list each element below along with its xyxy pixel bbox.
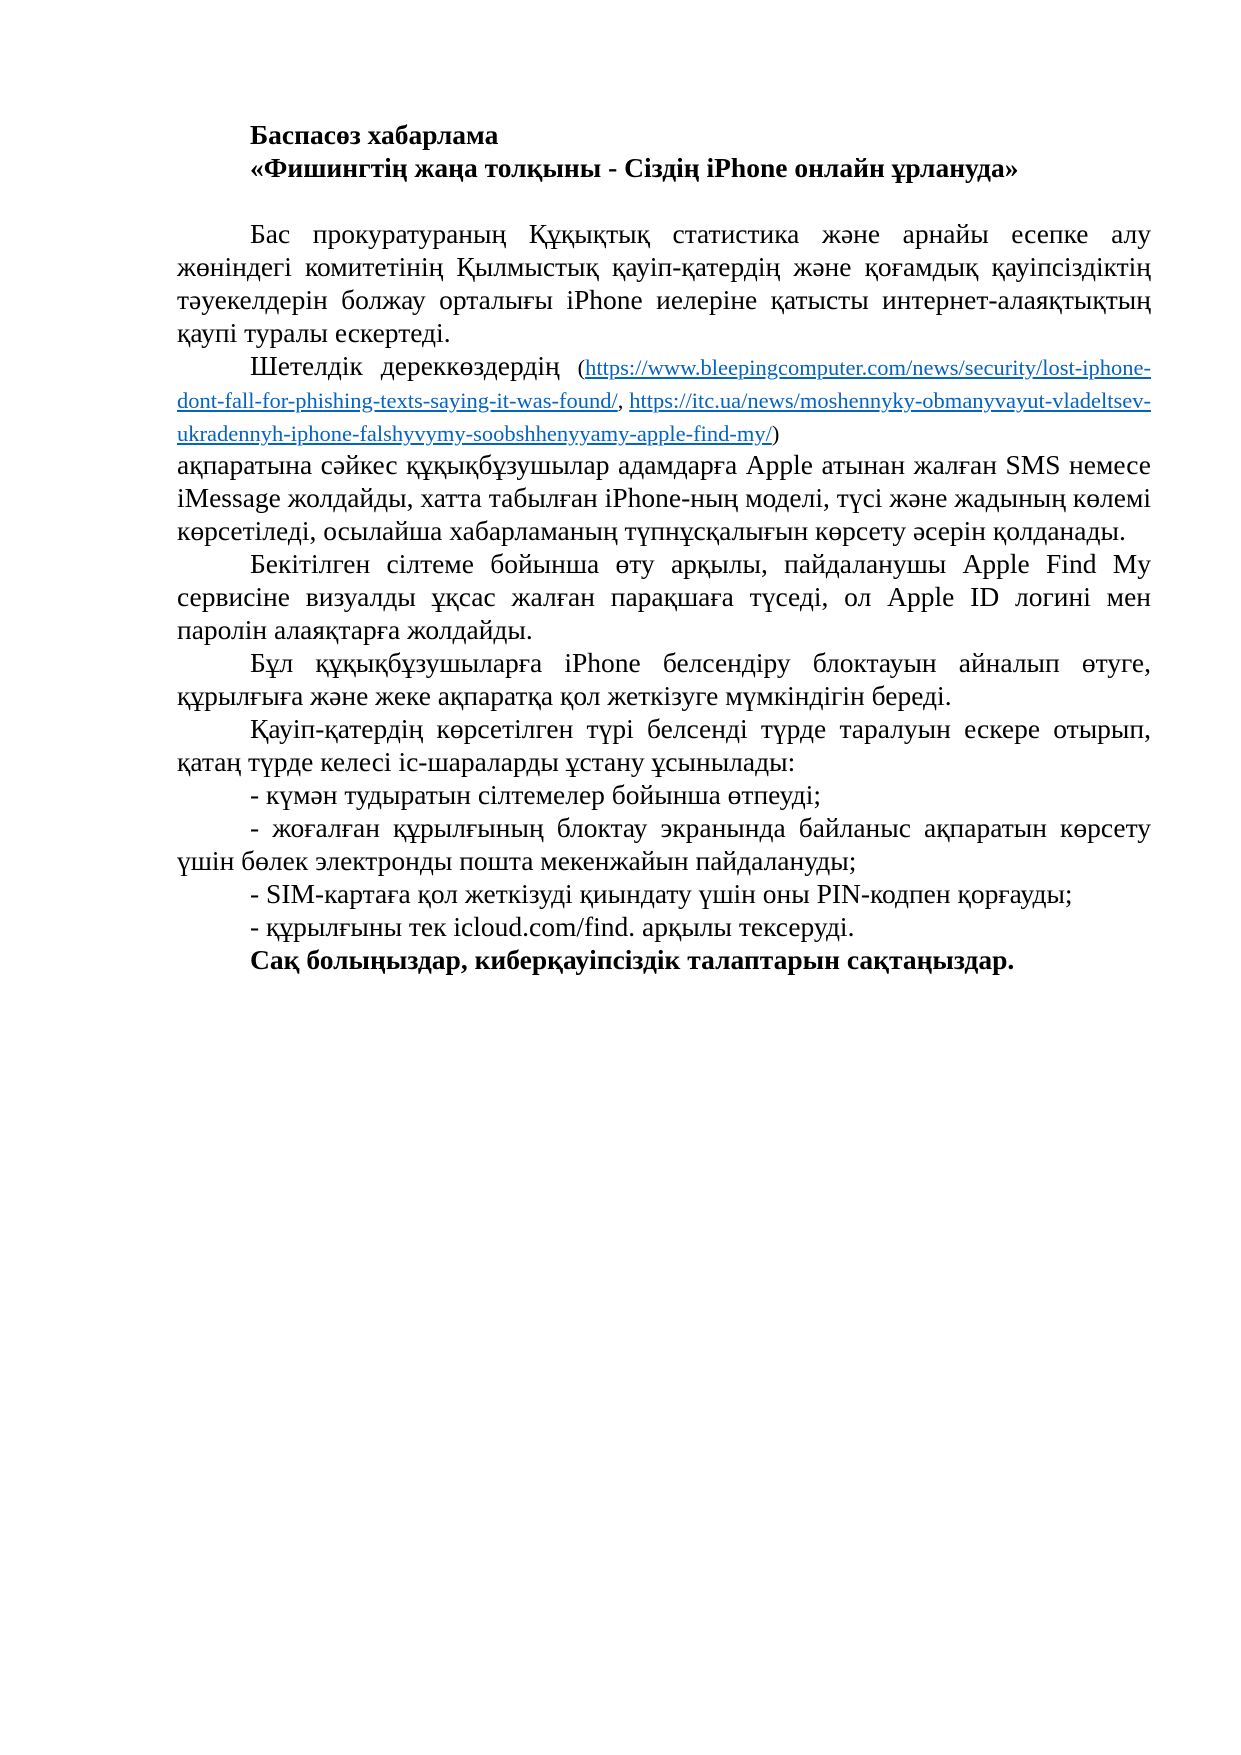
- paragraph-consequence: Бұл құқықбұзушыларға iPhone белсендіру блоктауын айналып өтуге, құрылғыға және жеке ақпаратқа қол жеткізуге мүмкіндігін береді.: [177, 647, 1151, 711]
- paragraph-sources-continued: ақпаратына сәйкес құқықбұзушылар адамдарға Apple атынан жалған SMS немесе iMessage жолдайды, хатта табылған iPhone-ның моделі, түсі және жадының көлемі көрсетіледі, осылайша хабарламаның түпнұсқалығын көрсету әсерін қолданады.: [177, 449, 1151, 546]
- list-item: - құрылғыны тек icloud.com/find. арқылы тексеруді.: [250, 911, 855, 942]
- open-paren: (: [577, 355, 586, 380]
- document-title: «Фишингтің жаңа толқыны - Сіздің iPhone онлайн ұрлануда»: [250, 152, 1019, 183]
- sources-lead-text: Шетелдік дереккөздердің: [250, 350, 560, 381]
- closing-warning: Сақ болыңыздар, киберқауіпсіздік талаптарын сақтаңыздар.: [250, 944, 1015, 975]
- paragraph-fake-page: Бекітілген сілтеме бойынша өту арқылы, пайдаланушы Apple Find My сервисіне визуалды ұқсас жалған парақшаға түседі, ол Apple ID логині мен паролін алаяқтарға жолдайды.: [177, 548, 1151, 645]
- paragraph-sources: [177, 349, 1151, 448]
- list-item: - күмән тудыратын сілтемелер бойынша өтпеуді;: [250, 779, 821, 810]
- document-body: [177, 118, 1151, 976]
- list-item: - SIM-картаға қол жеткізуді қиындату үшін оны PIN-кодпен қорғауды;: [250, 878, 1073, 909]
- spacer: [177, 184, 1151, 217]
- document-type-heading: Баспасөз хабарлама: [250, 119, 499, 150]
- paragraph-recommendations: Қауіп-қатердің көрсетілген түрі белсенді түрде таралуын ескере отырып, қатаң түрде келесі іс-шараларды ұстану ұсынылады:: [177, 713, 1151, 777]
- list-item: - жоғалған құрылғының блоктау экранында байланыс ақпаратын көрсету үшін бөлек электронды пошта мекенжайын пайдалануды;: [177, 812, 1151, 876]
- source-link-bleepingcomputer[interactable]: https://www.bleepingcomputer.com/news/security/lost-iphone-dont-fall-for-phishing-texts-saying-it-was-found/: [177, 355, 1152, 413]
- source-link-itc[interactable]: https://itc.ua/news/moshennyky-obmanyvayut-vladeltsev-ukradennyh-iphone-falshyvymy-soobshhenyyamy-apple-find-my/: [177, 388, 1151, 446]
- link-separator: ,: [617, 388, 630, 413]
- close-paren: ): [771, 421, 780, 446]
- paragraph-intro: Бас прокуратураның Құқықтық статистика және арнайы есепке алу жөніндегі комитетінің Қылмыстық қауіп-қатердің және қоғамдық қауіпсіздіктің тәуекелдерін болжау орталығы iPhone иелеріне қатысты интернет-алаяқтықтың қаупі туралы ескертеді.: [177, 218, 1151, 348]
